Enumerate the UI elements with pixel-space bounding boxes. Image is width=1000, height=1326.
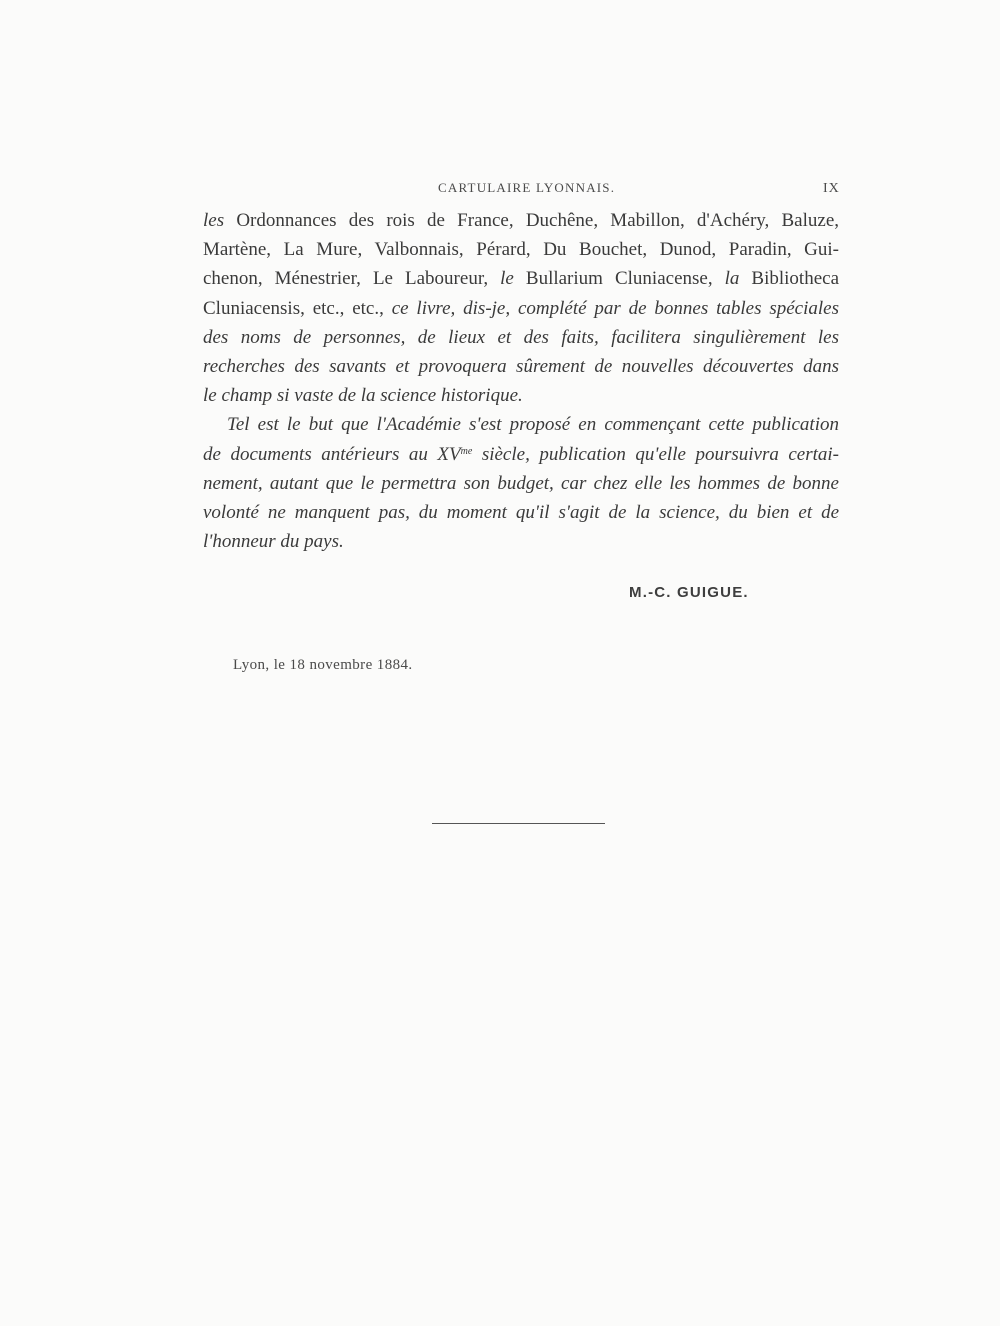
superscript: me: [460, 445, 473, 457]
text-line: [203, 264, 839, 293]
text-run: les: [203, 210, 225, 231]
text-run: Ordonnances des rois de France, Duchêne, Mabillon, d'Achéry, Baluze,: [224, 210, 839, 231]
text-run: chenon, Ménestrier, Le Laboureur,: [203, 268, 501, 290]
text-line: [203, 410, 839, 439]
text-run: Martène, La Mure, Valbonnais, Pérard, Du Bouchet, Dunod, Paradin, Gui-: [203, 239, 839, 261]
text-run: Cluniacensis, etc., etc.,: [203, 297, 392, 319]
text-run: le: [500, 268, 514, 290]
text-line: [203, 381, 839, 410]
text-run: le champ si vaste de la science historique.: [203, 385, 523, 407]
text-run: des noms de personnes, de lieux et des faits, facilitera singulièrement les: [203, 326, 839, 348]
text-run: Bullarium Cluniacense,: [513, 268, 725, 290]
text-run: Tel est le but que l'Académie s'est proposé en commençant cette publication: [227, 414, 839, 436]
text-run: l'honneur du pays.: [203, 531, 344, 553]
text-run: de documents antérieurs au XV: [203, 443, 461, 465]
text-line: [203, 527, 839, 556]
page-number: IX: [823, 181, 840, 196]
text-line: [203, 323, 839, 352]
text-run: Bibliotheca: [739, 268, 840, 290]
text-run: volonté ne manquent pas, du moment qu'il s'agit de la science, du bien et de: [203, 501, 839, 523]
body-text: [203, 206, 839, 556]
text-run: ce livre, dis-je, complété par de bonnes tables spéciales: [391, 297, 839, 319]
text-line: [203, 440, 839, 469]
running-head: [0, 180, 1000, 202]
text-line: [203, 206, 839, 235]
text-line: [203, 352, 839, 381]
text-run: la: [724, 268, 740, 290]
text-run: siècle, publication qu'elle poursuivra certai-: [472, 443, 840, 465]
text-line: [203, 235, 839, 264]
running-title: CARTULAIRE LYONNAIS.: [438, 180, 616, 195]
text-line: [203, 469, 839, 498]
end-rule: [432, 823, 605, 824]
text-run: recherches des savants et provoquera sûrement de nouvelles découvertes dans: [203, 355, 839, 377]
signature: M.-C. GUIGUE.: [629, 584, 749, 601]
text-line: [203, 294, 839, 323]
text-line: [203, 498, 839, 527]
dateline: Lyon, le 18 novembre 1884.: [233, 657, 413, 673]
text-run: nement, autant que le permettra son budget, car chez elle les hommes de bonne: [203, 472, 839, 494]
